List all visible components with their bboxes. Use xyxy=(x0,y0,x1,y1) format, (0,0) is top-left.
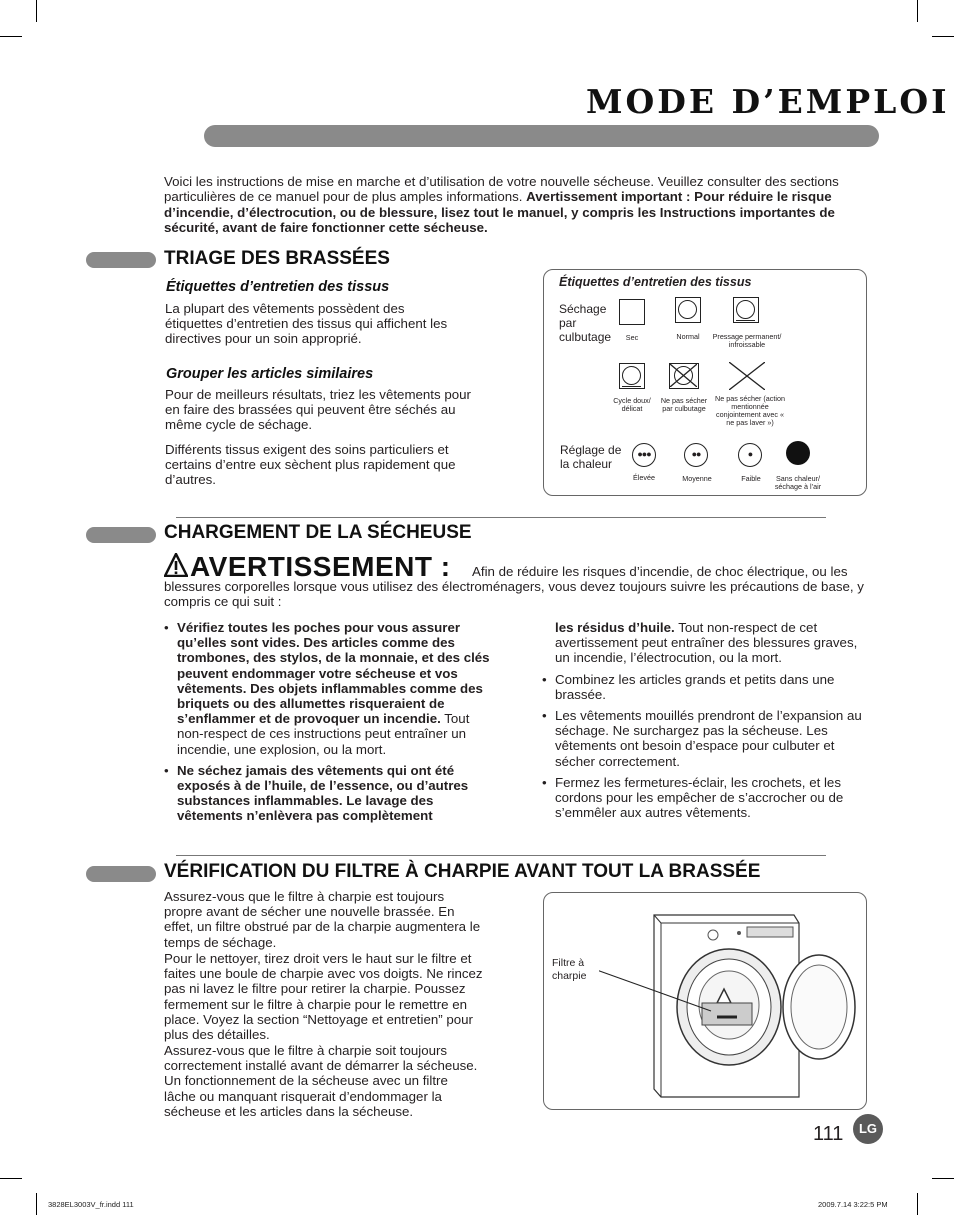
bullet-text: Tout non-respect de cet avertissement peut entraîner des blessures graves, un incendie, l’électrocution, ou la mort. xyxy=(555,620,858,666)
bullet-text: Tout non-respect de ces instructions peut entraîner un incendie, une explosion, ou la mort. xyxy=(177,711,470,757)
heat-caption: Élevée xyxy=(633,473,655,482)
paragraph: Différents tissus exigent des soins particuliers et certains d’entre eux sèchent plus rapidement que d’autres. xyxy=(165,442,456,488)
bullet-bold: Ne séchez jamais des vêtements qui ont été exposés à de l’huile, de l’essence, ou d’autres substances inflammables. Le lavage des vêtements n’enlèvera pas complètement xyxy=(177,762,469,824)
subheading-care-labels: Étiquettes d’entretien des tissus xyxy=(166,279,390,295)
lg-logo: LG xyxy=(853,1114,883,1144)
continued-text xyxy=(542,620,870,666)
section-pill xyxy=(86,527,156,543)
list-item xyxy=(164,620,492,757)
symbol-caption: Normal xyxy=(676,332,700,341)
title-bar xyxy=(204,125,879,147)
paragraph: Assurez-vous que le filtre à charpie soit toujours correctement installé avant de démarrer la sécheuse. Un fonctionnement de la sécheuse avec un filtre lâche ou manquant risquerait d’endommager la sécheuse et les articles dans la sécheuse. xyxy=(164,1043,478,1119)
footer-date: 2009.7.14 3:22:5 PM xyxy=(818,1200,888,1209)
dryer-illustration-box xyxy=(543,892,867,1110)
crop-mark xyxy=(36,0,37,22)
do-not-dry-icon xyxy=(729,362,765,390)
high-heat-icon: ●●● xyxy=(632,443,656,467)
bullet-column-left xyxy=(164,620,492,830)
crop-mark xyxy=(36,1193,37,1215)
subheading-group-items: Grouper les articles similaires xyxy=(166,366,374,382)
tumble-normal-icon xyxy=(675,297,701,323)
crop-mark xyxy=(917,0,918,22)
paragraph: Pour de meilleurs résultats, triez les vêtements pour en faire des brassées qui peuvent être séchés au même cycle de séchage. xyxy=(165,387,471,433)
bullet-bold: les résidus d’huile. xyxy=(555,620,675,635)
heat-caption: Moyenne xyxy=(682,474,712,483)
list-item: • Fermez les fermetures-éclair, les crochets, et les cordons pour les empêcher de s’accrocher ou de s’emmêler aux autres vêtements. xyxy=(542,775,870,821)
crop-mark xyxy=(932,36,954,37)
list-item xyxy=(164,763,492,824)
heat-caption: Sans chaleur/ séchage à l’air xyxy=(774,474,822,491)
crop-mark xyxy=(917,1193,918,1215)
section-heading-lint-filter: VÉRIFICATION DU FILTRE À CHARPIE AVANT TOUT LA BRASSÉE xyxy=(164,861,761,882)
dry-icon xyxy=(619,299,645,325)
section-heading-triage: TRIAGE DES BRASSÉES xyxy=(164,248,390,269)
symbol-caption: Ne pas sécher par culbutage xyxy=(660,396,708,413)
section-heading-loading: CHARGEMENT DE LA SÉCHEUSE xyxy=(164,522,472,543)
warning-word: AVERTISSEMENT : xyxy=(190,551,451,582)
heat-caption: Faible xyxy=(741,474,761,483)
permanent-press-icon xyxy=(733,297,759,323)
symbol-caption: Sec xyxy=(625,333,639,342)
heat-setting-label: Réglage de la chaleur xyxy=(560,443,622,471)
lint-filter-callout: Filtre à charpie xyxy=(552,957,587,982)
do-not-tumble-dry-icon xyxy=(669,363,699,389)
paragraph: La plupart des vêtements possèdent des étiquettes d’entretien des tissus qui affichent les directives pour un soin approprié. xyxy=(165,301,448,347)
crop-mark xyxy=(0,36,22,37)
paragraph: Assurez-vous que le filtre à charpie est toujours propre avant de sécher une nouvelle brassée. En effet, un filtre obstrué par de la charpie augmentera le temps de séchage. xyxy=(164,889,481,950)
no-heat-icon xyxy=(786,441,810,465)
page-title: MODE D’EMPLOI xyxy=(586,82,950,121)
divider xyxy=(176,855,826,856)
intro-text: Voici les instructions de mise en marche et d’utilisation de votre nouvelle sécheuse. Veuillez consulter des sections particulières de ce manuel pour de plus amples informations. xyxy=(164,174,839,205)
intro-warning: Avertissement important : Pour réduire le risque d’incendie, d’électrocution, ou de blessure, lisez tout le manuel, y compris les Instructions importantes de sécurité, avant de faire fonctionner cette sécheuse. xyxy=(164,189,835,235)
section-pill xyxy=(86,252,156,268)
list-item: • Les vêtements mouillés prendront de l’expansion au séchage. Ne surchargez pas la sécheuse. Les vêtements ont besoin d’espace pour culbuter et sécher correctement. xyxy=(542,708,870,769)
section-pill xyxy=(86,866,156,882)
bullet-column-right xyxy=(542,620,870,826)
paragraph: Pour le nettoyer, tirez droit vers le haut sur le filtre et faites une boule de charpie avec vos doigts. Ne rincez pas ni lavez le filtre pour retirer la charpie. Poussez fermement sur le filtre à charpie pour le remettre en place. Voyez la section “Nettoyage et entretien” pour plus des détailles. xyxy=(164,951,483,1043)
delicate-icon xyxy=(619,363,645,389)
intro-paragraph xyxy=(164,174,864,235)
warning-text: Afin de réduire les risques d’incendie, de choc électrique, ou les blessures corporelles lorsque vous utilisez des électroménagers, vous devez toujours suivre les précautions de base, y compris ce qui suit : xyxy=(164,564,864,610)
divider xyxy=(176,517,826,518)
bullet-bold: Vérifiez toutes les poches pour vous assurer qu’elles sont vides. Des articles comme des trombones, des stylos, de la monnaie, et des clés peuvent endommager votre sécheuse et vos vêtements. Des objets inflammables comme des briquets ou des allumettes risqueraient de s’enflammer et de provoquer un incendie. xyxy=(177,620,490,727)
care-symbols-box xyxy=(543,269,867,496)
symbol-caption: Ne pas sécher (action mentionnée conjointement avec « ne pas laver ») xyxy=(715,394,785,427)
symbol-caption: Pressage permanent/ infroissable xyxy=(712,332,782,349)
medium-heat-icon: ●● xyxy=(684,443,708,467)
crop-mark xyxy=(0,1178,22,1179)
page-number: 111 xyxy=(813,1123,844,1145)
footer-file: 3828EL3003V_fr.indd 111 xyxy=(48,1200,134,1209)
crop-mark xyxy=(932,1178,954,1179)
care-box-title: Étiquettes d’entretien des tissus xyxy=(559,275,752,289)
tumble-dry-label: Séchage par culbutage xyxy=(559,302,612,344)
low-heat-icon: ● xyxy=(738,443,762,467)
list-item: • Combinez les articles grands et petits dans une brassée. xyxy=(542,672,870,702)
dryer-illustration xyxy=(599,907,859,1103)
symbol-caption: Cycle doux/ délicat xyxy=(613,396,651,413)
